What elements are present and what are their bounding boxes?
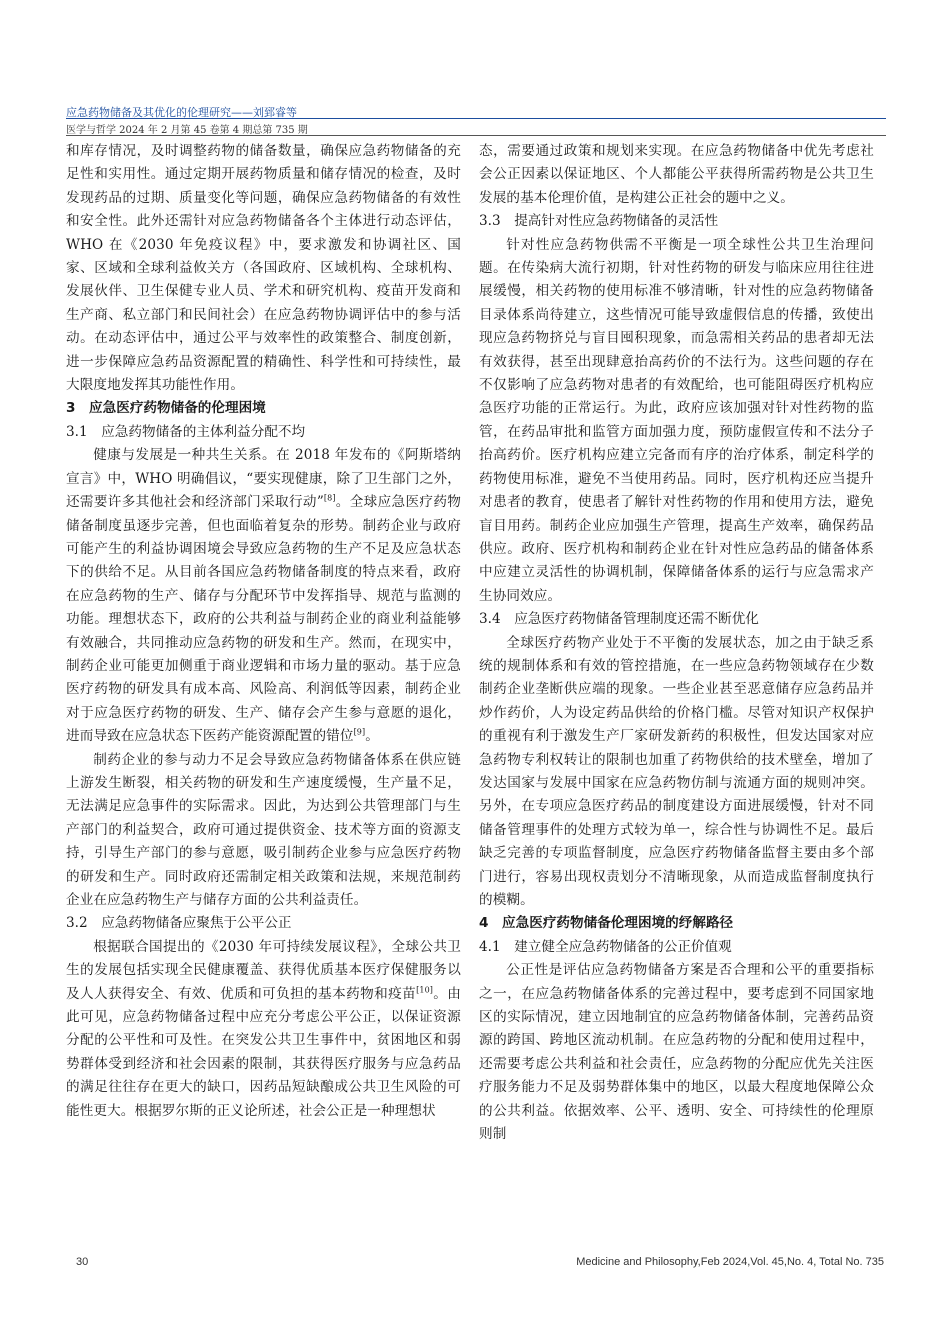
section-heading-3: 3 应急医疗药物储备的伦理困境	[66, 400, 266, 417]
header-rule-top	[66, 118, 886, 119]
subsection-heading-3-2: 3.2 应急药物储备应聚焦于公平公正	[66, 915, 292, 932]
paragraph	[66, 444, 461, 748]
subsection-heading-3-4: 3.4 应急医疗药物储备管理制度还需不断优化	[479, 611, 759, 628]
header-rule-bottom	[66, 135, 886, 136]
right-column	[479, 140, 874, 1146]
citation-ref: [9]	[353, 727, 366, 737]
subsection-heading-3-1: 3.1 应急药物储备的主体利益分配不均	[66, 423, 306, 440]
paragraph-text: 。全球应急医疗药物储备制度虽逐步完善，但也面临着复杂的形势。制药企业与政府可能产生的利益协调困境会导致应急药物的生产不足及应急状态下的供给不足。从目前各国应急药物储备制度的特点来看，政府在应急药物的生产、储存与分配环节中发挥指导、规范与监测的功能。理想状态下，政府的公共利益与制药企业的商业利益能够有效融合，共同推动应急药物的研发和生产。然而，在现实中，制药企业可能更加侧重于商业逻辑和市场力量的驱动。基于应急医疗药物的研发具有成本高、风险高、利润低等因素，制药企业对于应急医疗药物的研发、生产、储存会产生参与意愿的退化，进而导致在应急状态下医药产能资源配置的错位	[66, 494, 461, 745]
paragraph: 公正性是评估应急药物储备方案是否合理和公平的重要指标之一，在应急药物储备体系的完善过程中，要考虑到不同国家地区的实际情况，建立因地制宜的应急药物储备体制，完善药品资源的跨国、跨地区流动机制。在应急药物的分配和使用过程中，还需要考虑公共利益和社会责任，应急药物的分配应优先关注医疗服务能力不足及弱势群体集中的地区，以最大程度地保障公众的公共利益。依据效率、公平、透明、安全、可持续性的伦理原则制	[479, 962, 874, 1143]
subsection-heading-3-3: 3.3 提高针对性应急药物储备的灵活性	[479, 213, 719, 230]
section-heading-4: 4 应急医疗药物储备伦理困境的纾解路径	[479, 915, 734, 932]
paragraph-text: 。由此可见，应急药物储备过程中应充分考虑公平公正，以保证资源分配的公平性和可及性。在突发公共卫生事件中，贫困地区和弱势群体受到经济和社会因素的限制，其获得医疗服务与应急药品的满足往往存在更大的缺口，因药品短缺酿成公共卫生风险的可能性更大。根据罗尔斯的正义论所述，社会公正是一种理想状	[66, 985, 461, 1119]
paragraph-text: 健康与发展是一种共生关系。在 2018 年发布的《阿斯塔纳宣言》中，WHO 明确倡议，“要实现健康，除了卫生部门之外，还需要许多其他社会和经济部门采取行动”	[66, 447, 461, 511]
journal-info: 医学与哲学 2024 年 2 月第 45 卷第 4 期总第 735 期	[66, 125, 308, 136]
left-column	[66, 140, 461, 1123]
citation-ref: [8]	[323, 493, 336, 503]
page-number: 30	[76, 1256, 89, 1268]
paragraph: 针对性应急药物供需不平衡是一项全球性公共卫生治理问题。在传染病大流行初期，针对性药物的研发与临床应用往往进展缓慢，相关药物的使用标准不够清晰，针对性的应急药物储备目录体系尚待建立，这些情况可能导致虚假信息的传播，致使出现应急药物挤兑与盲目囤积现象，而急需相关药品的患者却无法有效获得，甚至出现肆意抬高药价的不法行为。这些问题的存在不仅影响了应急药物对患者的有效配给，也可能阻碍医疗机构应急医疗功能的正常运行。为此，政府应该加强对针对性药物的监管，在药品审批和监管方面加强力度，预防虚假宣传和不法分子抬高药价。医疗机构应建立完备而有序的治疗体系，制定科学的药物使用标准，避免不当使用药品。同时，医疗机构还应当提升对患者的教育，使患者了解针对性药物的作用和使用方法，避免盲目用药。制药企业应加强生产管理，提高生产效率，确保药品供应。政府、医疗机构和制药企业在针对性应急药品的储备体系中应建立灵活性的协调机制，保障储备体系的运行与应急需求产生协同效应。	[479, 236, 874, 604]
paragraph-text: 根据联合国提出的《2030 年可持续发展议程》，全球公共卫生的发展包括实现全民健康覆盖、获得优质基本医疗保健服务以及人人获得安全、有效、优质和可负担的基本药物和疫苗	[66, 938, 461, 1002]
subsection-heading-4-1: 4.1 建立健全应急药物储备的公正价值观	[479, 938, 732, 955]
paragraph	[66, 936, 461, 1123]
paragraph-text: 。	[365, 728, 379, 745]
journal-citation-en: Medicine and Philosophy,Feb 2024,Vol. 45,No. 4, Total No. 735	[576, 1256, 884, 1268]
paragraph: 态，需要通过政策和规划来实现。在应急药物储备中优先考虑社会公正因素以保证地区、个人都能公平获得所需药物是公共卫生发展的基本伦理价值，是构建公正社会的题中之义。	[479, 143, 874, 206]
running-title: 应急药物储备及其优化的伦理研究——刘郅睿等	[66, 106, 297, 119]
paragraph: 制药企业的参与动力不足会导致应急药物储备体系在供应链上游发生断裂，相关药物的研发和生产速度缓慢，生产量不足，无法满足应急事件的实际需求。因此，为达到公共管理部门与生产部门的利益契合，政府可通过提供资金、技术等方面的资源支持，引导生产部门的参与意愿，吸引制药企业参与应急医疗药物的研发和生产。同时政府还需制定相关政策和法规，来规范制药企业在应急药物生产与储存方面的公共利益责任。	[66, 751, 461, 908]
paragraph: 全球医疗药物产业处于不平衡的发展状态，加之由于缺乏系统的规制体系和有效的管控措施，在一些应急药物领域存在少数制药企业垄断供应端的现象。一些企业甚至恶意储存应急药品并炒作药价，人为设定药品供给的价格门槛。尽管对知识产权保护的重视有利于激发生产厂家研发新药的积极性，但发达国家对应急药物专利权转让的限制也加重了药物供给的技术壁垒，增加了发达国家与发展中国家在应急药物仿制与流通方面的规则冲突。另外，在专项应急医疗药品的制度建设方面进展缓慢，针对不同储备管理事件的处理方式较为单一，综合性与协调性不足。最后缺乏完善的专项监督制度，应急医疗药物储备监督主要由多个部门进行，容易出现权责划分不清晰现象，从而造成监督制度执行的模糊。	[479, 634, 874, 908]
citation-ref: [10]	[416, 985, 433, 995]
paragraph: 和库存情况，及时调整药物的储备数量，确保应急药物储备的充足性和实用性。通过定期开展药物质量和储存情况的检查，及时发现药品的过期、质量变化等问题，确保应急药物储备的有效性和安全性。此外还需针对应急药物储备各个主体进行动态评估，WHO 在《2030 年免疫议程》中，要求激发和协调社区、国家、区域和全球利益攸关方（各国政府、区域机构、全球机构、发展伙伴、卫生保健专业人员、学术和研究机构、疫苗开发商和生产商、私立部门和民间社会）在应急药物协调评估中的参与活动。在动态评估中，通过公平与效率性的政策整合、制度创新，进一步保障应急药品资源配置的精确性、科学性和可持续性，最大限度地发挥其功能性作用。	[66, 143, 461, 394]
